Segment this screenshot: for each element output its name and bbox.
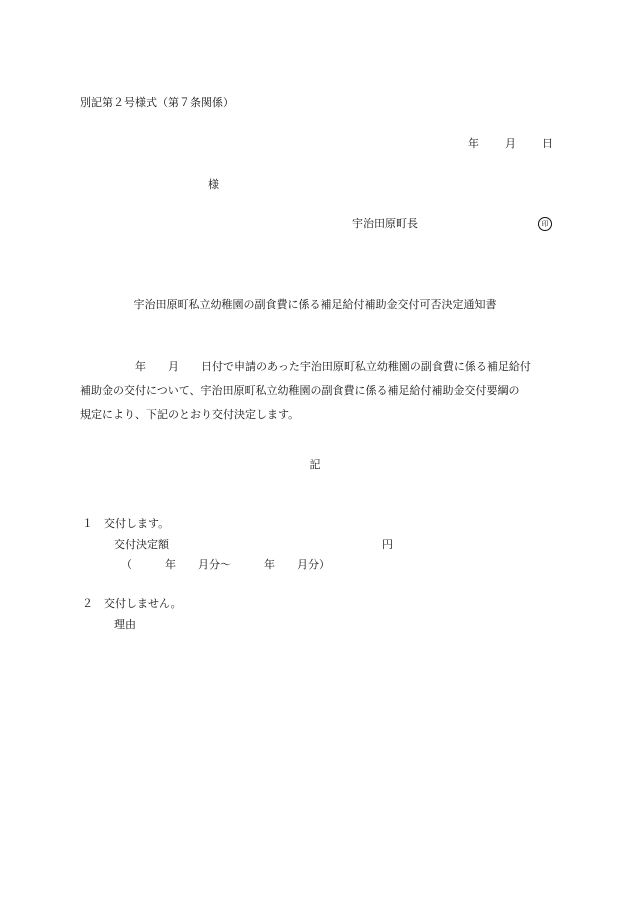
date-day: 日	[542, 137, 553, 150]
grant-amount-label: 交付決定額	[114, 538, 169, 551]
reason-label: 理由	[114, 618, 136, 631]
date-month: 月	[505, 137, 516, 150]
yen-unit: 円	[382, 538, 393, 551]
body-line-2: 補助金の交付について、宇治田原町私立幼稚園の副食費に係る補足給付補助金交付要綱の	[80, 384, 520, 397]
body-paragraph	[80, 355, 552, 427]
date-line	[468, 137, 553, 151]
document-title: 宇治田原町私立幼稚園の副食費に係る補足給付補助金交付可否決定通知書	[133, 298, 497, 311]
body-line-3: 規定により、下記のとおり交付決定します。	[80, 408, 300, 421]
grant-period: （ 年 月分～ 年 月分）	[121, 558, 330, 571]
issuer-name: 宇治田原町長	[352, 217, 418, 230]
addressee-suffix: 様	[208, 178, 219, 191]
seal-mark: 印	[538, 217, 552, 231]
item-2-no-grant: ２ 交付しません。	[82, 597, 182, 610]
ki-heading: 記	[309, 458, 321, 471]
body-line-1: 年 月 日付で申請のあった宇治田原町私立幼稚園の副食費に係る補足給付	[80, 360, 531, 373]
item-1-grant: １ 交付します。	[82, 517, 170, 530]
date-year: 年	[468, 137, 479, 150]
form-label: 別記第２号様式（第７条関係）	[80, 96, 234, 109]
